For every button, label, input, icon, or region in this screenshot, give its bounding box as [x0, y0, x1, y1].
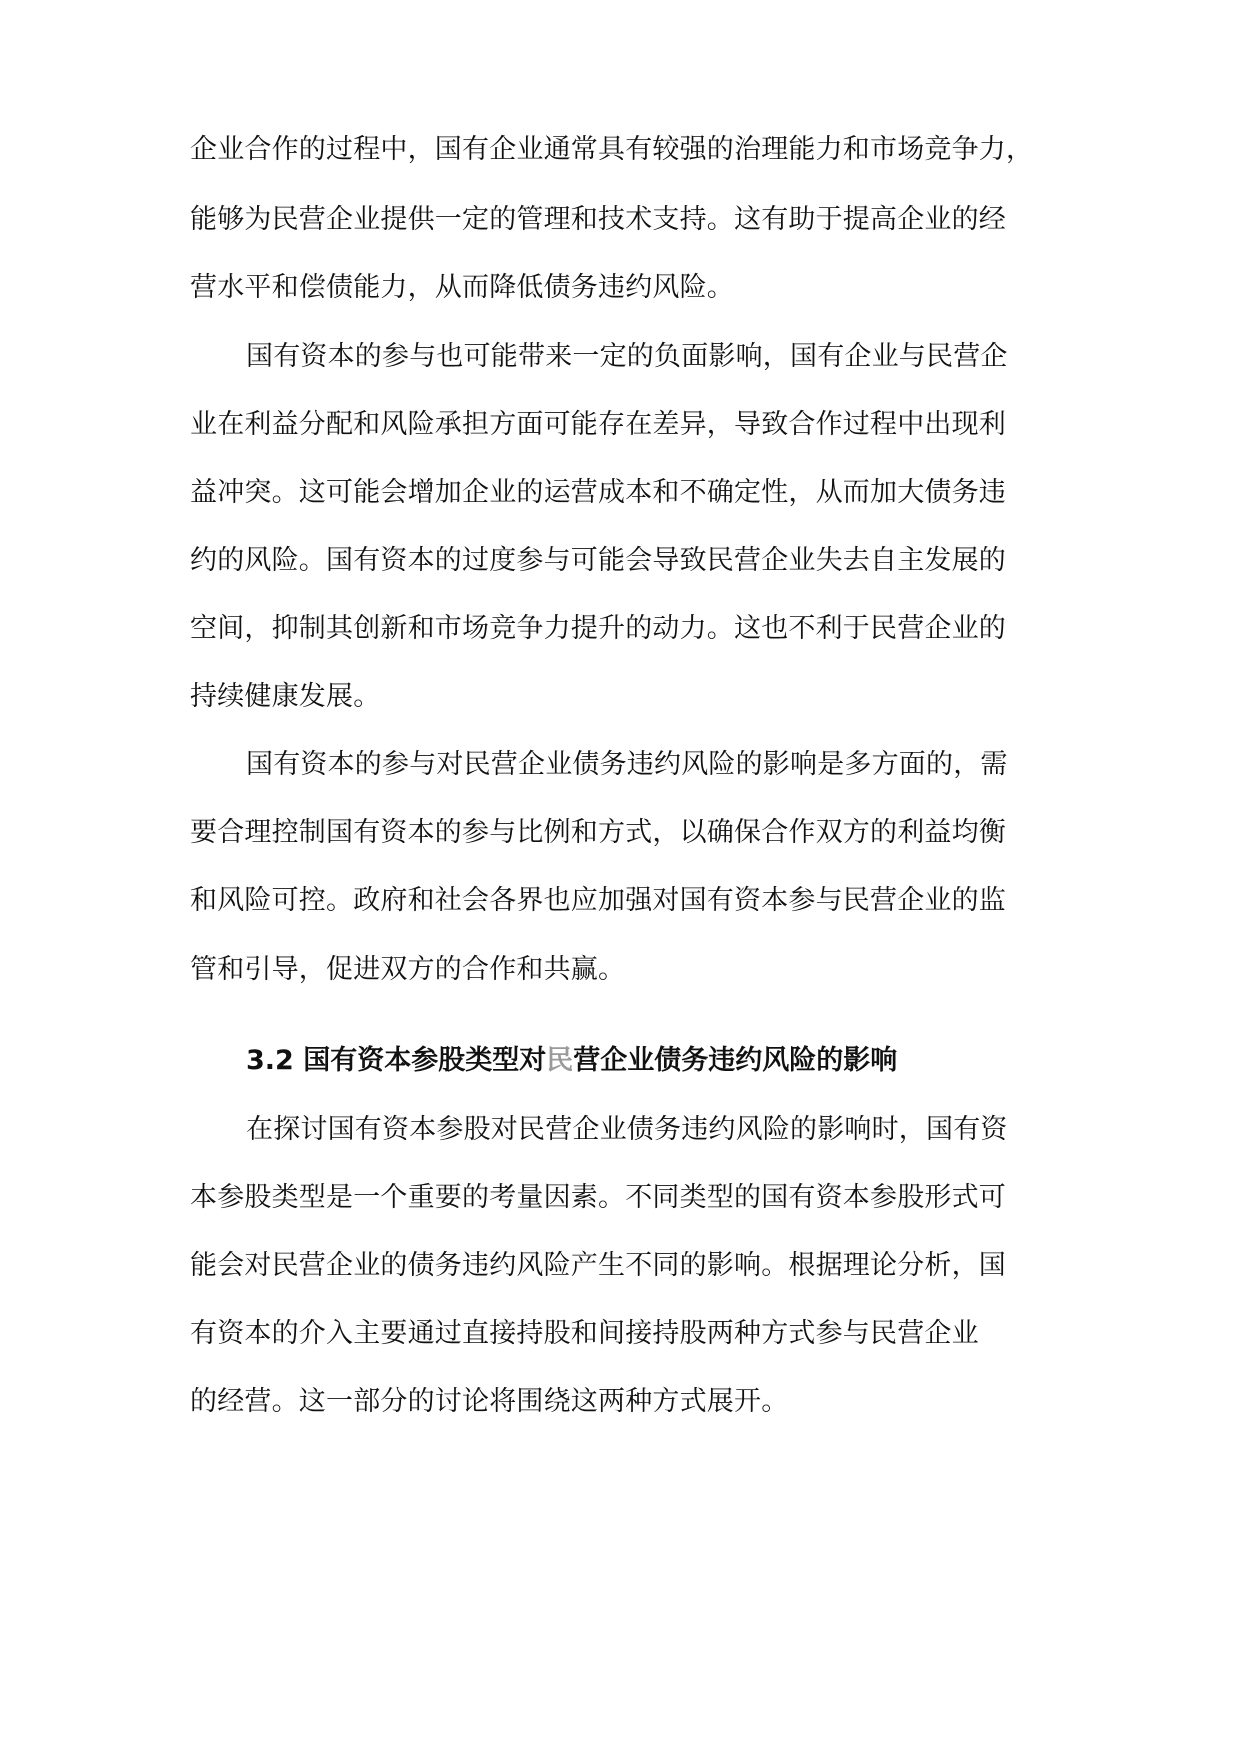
paragraph-line: 要合理控制国有资本的参与比例和方式，以确保合作双方的利益均衡 — [190, 817, 1006, 848]
paragraph-line: 和风险可控。政府和社会各界也应加强对国有资本参与民营企业的监 — [190, 885, 1006, 916]
paragraph-line: 空间，抑制其创新和市场竞争力提升的动力。这也不利于民营企业的 — [190, 613, 1006, 644]
paragraph-line: 营水平和偿债能力，从而降低债务违约风险。 — [190, 272, 734, 303]
paragraph-line: 约的风险。国有资本的过度参与可能会导致民营企业失去自主发展的 — [190, 545, 1006, 576]
paragraph-line: 业在利益分配和风险承担方面可能存在差异，导致合作过程中出现利 — [190, 409, 1006, 440]
section-number: 3.2 — [246, 1045, 294, 1076]
paragraph-first-line: 在探讨国有资本参股对民营企业债务违约风险的影响时，国有资 — [246, 1114, 1008, 1145]
section-title-faded-char: 民 — [546, 1045, 574, 1076]
section-title-part1: 国有资本参股类型对 — [303, 1045, 547, 1076]
paragraph-line: 益冲突。这可能会增加企业的运营成本和不确定性，从而加大债务违 — [190, 477, 1006, 508]
paragraph-line: 企业合作的过程中，国有企业通常具有较强的治理能力和市场竞争力， — [190, 134, 1034, 165]
section-heading — [246, 1043, 897, 1079]
paragraph-first-line: 国有资本的参与对民营企业债务违约风险的影响是多方面的，需 — [246, 749, 1008, 780]
paragraph-line: 有资本的介入主要通过直接持股和间接持股两种方式参与民营企业 — [190, 1318, 979, 1349]
paragraph-first-line: 国有资本的参与也可能带来一定的负面影响，国有企业与民营企 — [246, 341, 1008, 372]
paragraph-line: 持续健康发展。 — [190, 681, 381, 712]
paragraph-line: 能会对民营企业的债务违约风险产生不同的影响。根据理论分析，国 — [190, 1250, 1006, 1281]
paragraph-line: 的经营。这一部分的讨论将围绕这两种方式展开。 — [190, 1386, 789, 1417]
paragraph-line: 本参股类型是一个重要的考量因素。不同类型的国有资本参股形式可 — [190, 1182, 1006, 1213]
section-title-part2: 营企业债务违约风险的影响 — [573, 1045, 898, 1076]
paragraph-line: 管和引导，促进双方的合作和共赢。 — [190, 954, 626, 985]
paragraph-line: 能够为民营企业提供一定的管理和技术支持。这有助于提高企业的经 — [190, 204, 1006, 235]
